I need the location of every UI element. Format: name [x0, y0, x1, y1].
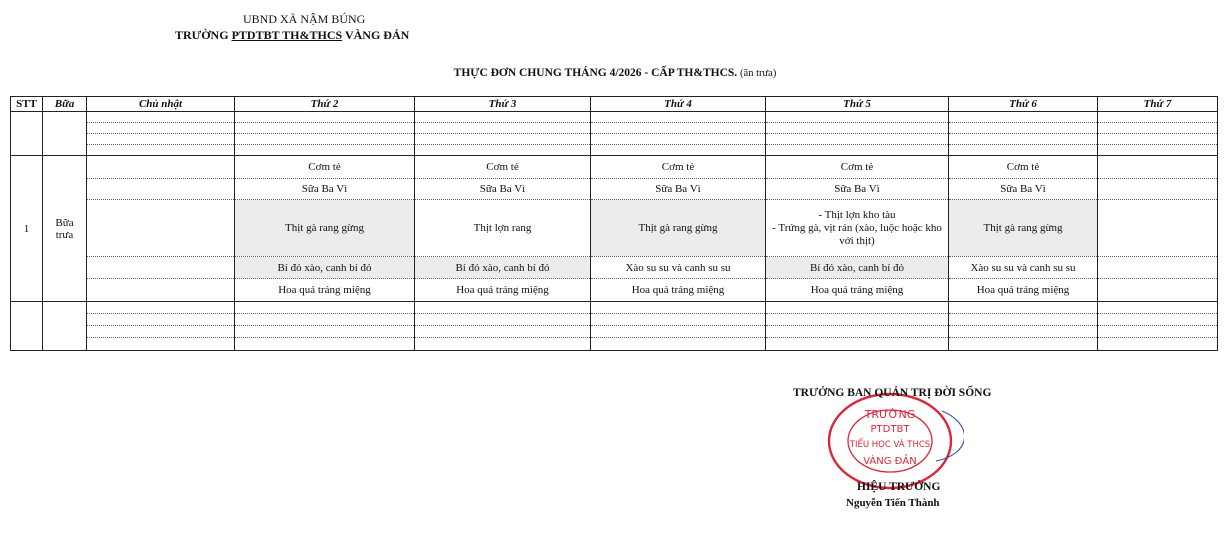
- col-header-sunday: Chủ nhật: [87, 97, 235, 112]
- lunch-row-milk: [11, 179, 1218, 200]
- menu-cell: Sữa Ba Vì: [766, 179, 949, 200]
- menu-cell: Xào su su và canh su su: [949, 257, 1098, 279]
- menu-cell: Cơm tẻ: [591, 156, 766, 179]
- title-main: THỰC ĐƠN CHUNG THÁNG 4/2026 - CẤP TH&THCS.: [453, 67, 738, 79]
- blank-row: [11, 338, 1218, 351]
- menu-cell: Cơm tẻ: [949, 156, 1098, 179]
- menu-cell: Cơm tẻ: [766, 156, 949, 179]
- blank-cell: [43, 112, 87, 156]
- menu-cell: Thịt gà rang gừng: [591, 200, 766, 257]
- signature-role-2: HIỆU TRƯỞNG: [857, 481, 941, 493]
- menu-cell: Sữa Ba Vì: [949, 179, 1098, 200]
- school-underlined: PTDTBT TH&THCS: [231, 28, 343, 42]
- menu-cell: Sữa Ba Vì: [415, 179, 591, 200]
- col-header-wednesday: Thứ 4: [591, 97, 766, 112]
- blank-row: [11, 326, 1218, 338]
- menu-cell: Thịt lợn rang: [415, 200, 591, 257]
- lunch-row-main: [11, 200, 1218, 257]
- blank-cell: [11, 302, 43, 351]
- col-header-thursday: Thứ 5: [766, 97, 949, 112]
- school-name: [175, 28, 409, 43]
- lunch-row-rice: [11, 156, 1218, 179]
- menu-cell: Hoa quả tráng miệng: [235, 279, 415, 302]
- menu-cell: Thịt gà rang gừng: [949, 200, 1098, 257]
- seal-line-1: TRƯỜNG: [864, 408, 916, 421]
- header-row: [11, 97, 1218, 112]
- blank-cell: [11, 112, 43, 156]
- blank-row: [11, 123, 1218, 134]
- lunch-row-fruit: [11, 279, 1218, 302]
- blank-row: [11, 145, 1218, 156]
- col-header-saturday: Thứ 7: [1098, 97, 1218, 112]
- menu-cell: - Thịt lợn kho tàu - Trứng gà, vịt rán (xào, luộc hoặc kho với thịt): [766, 200, 949, 257]
- menu-cell: Bí đỏ xào, canh bí đỏ: [415, 257, 591, 279]
- menu-cell: Hoa quả tráng miệng: [949, 279, 1098, 302]
- col-header-monday: Thứ 2: [235, 97, 415, 112]
- meal-cell: Bữa trưa: [43, 156, 87, 302]
- school-prefix: TRƯỜNG: [175, 28, 232, 42]
- col-header-stt: STT: [11, 97, 43, 112]
- menu-cell: Hoa quả tráng miệng: [591, 279, 766, 302]
- menu-cell: Sữa Ba Vì: [591, 179, 766, 200]
- menu-cell: Sữa Ba Vì: [235, 179, 415, 200]
- menu-cell: Thịt gà rang gừng: [235, 200, 415, 257]
- authority-name: UBND XÃ NẬM BÚNG: [243, 12, 366, 26]
- stt-cell: 1: [11, 156, 43, 302]
- blank-row: [11, 112, 1218, 123]
- seal-line-3: TIỂU HỌC VÀ THCS: [849, 440, 931, 450]
- signature-role-1: TRƯỞNG BAN QUẢN TRỊ ĐỜI SỐNG: [793, 387, 992, 399]
- menu-cell: Cơm tẻ: [235, 156, 415, 179]
- menu-cell: Xào su su và canh su su: [591, 257, 766, 279]
- seal-line-4: VÀNG ĐẢN: [863, 456, 917, 467]
- page-title: [0, 67, 1230, 79]
- lunch-row-veg: [11, 257, 1218, 279]
- menu-cell: Cơm tẻ: [415, 156, 591, 179]
- menu-cell: Bí đỏ xào, canh bí đỏ: [235, 257, 415, 279]
- blank-row: [11, 134, 1218, 145]
- blank-row: [11, 302, 1218, 314]
- col-header-meal: Bữa: [43, 97, 87, 112]
- menu-cell: Hoa quả tráng miệng: [415, 279, 591, 302]
- seal-line-2: PTDTBT: [870, 424, 910, 435]
- blank-cell: [43, 302, 87, 351]
- school-seal-icon: [824, 391, 964, 491]
- menu-table: [10, 96, 1218, 351]
- school-suffix: VÀNG ĐẢN: [342, 28, 410, 42]
- col-header-friday: Thứ 6: [949, 97, 1098, 112]
- menu-cell: Bí đỏ xào, canh bí đỏ: [766, 257, 949, 279]
- col-header-tuesday: Thứ 3: [415, 97, 591, 112]
- menu-cell: Hoa quả tráng miệng: [766, 279, 949, 302]
- signature-name: Nguyễn Tiến Thành: [846, 497, 940, 509]
- blank-row: [11, 314, 1218, 326]
- title-meal: (ăn trưa): [740, 68, 777, 79]
